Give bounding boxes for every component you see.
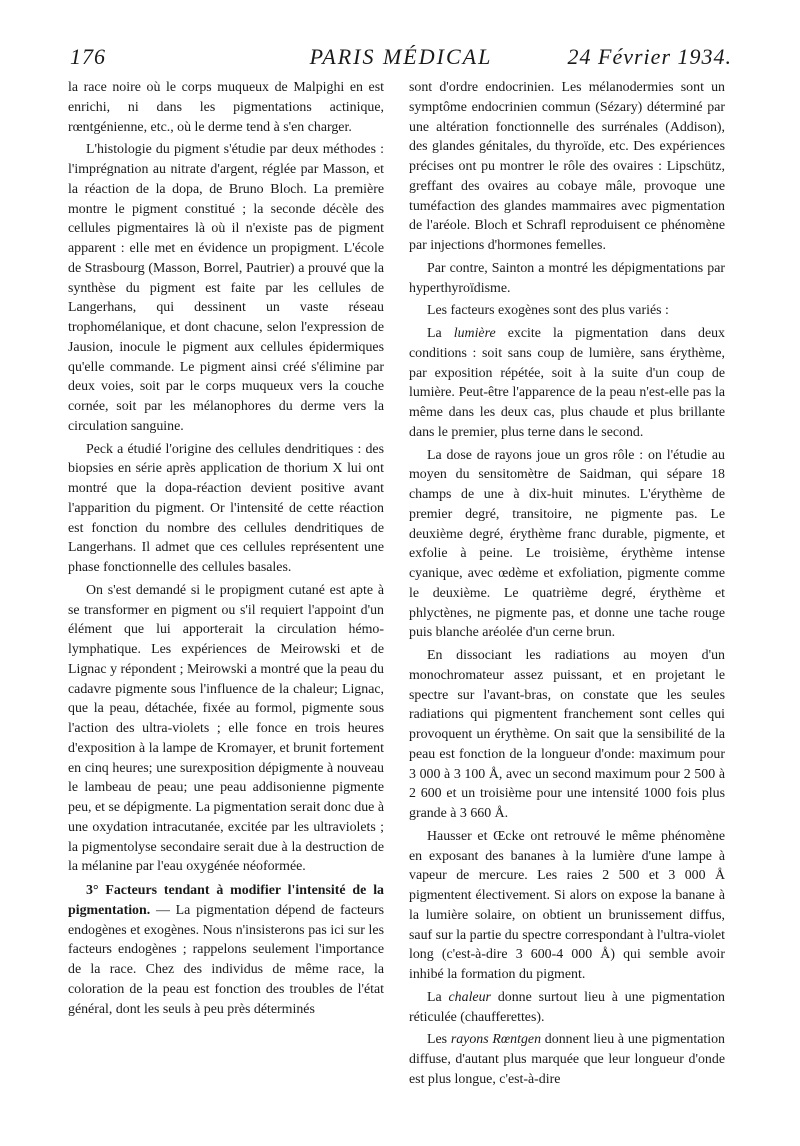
text-run: La (427, 989, 449, 1005)
journal-title: PARIS MÉDICAL (309, 44, 493, 69)
paragraph: On s'est demandé si le propigment cutané est apte à se transformer en pigment ou s'il requiert l'appoint d'un élément que lui apporterait la circulation hémo-lymphatique. Les expériences de Meirowski et de Lignac y répondent ; Meirowski a montré que la peau du cadavre pigmente sous l'influence de la chaleur; Lignac, que la peau, détachée, fixée au formol, pigmente sous l'action des ultra-violets ; elle fonce en trois heures d'exposition à la lampe de Kromayer, et brunit fortement en cinq heures; une surexposition dépigmente à nouveau le lambeau de peau; une peau addisonienne pigmente peu, et se dépigmente. La pigmentation serait donc due à une oxydation intracutanée, excitée par les ultraviolets ; la pigmentolyse secondaire serait due à la destruction de la mélanine par l'eau oxygénée néoformée. (68, 582, 384, 875)
running-header (70, 44, 732, 74)
paragraph: Peck a étudié l'origine des cellules dendritiques : des biopsies en série après application de thorium X lui ont montré que la dopa-réaction devient positive avant l'apparition du pigment. Or l'intensité de cette réaction est fonction du nombre des cellules dendritiques de Langerhans. Il admet que ces cellules représentent une phase fonctionnelle des cellules basales. (68, 441, 384, 575)
section-text: — La pigmentation dépend de facteurs endogènes et exogènes. Nous n'insisterons pas ici sur les facteurs endogènes ; rappelons seulement l'importance de la race. Chez des individus de même race, la coloration de la peau est fonction des troubles de l'état général, dont les seuls à peu près déterminés (68, 902, 384, 1017)
paragraph: Les facteurs exogènes sont des plus variés : (427, 303, 669, 319)
text-run: Les (427, 1032, 451, 1048)
emphasis: lumière (453, 326, 496, 341)
paragraph: sont d'ordre endocrinien. Les mélanodermies sont un symptôme endocrinien commun (Sézary) déterminé par une altération fonctionnelle des surrénales (Addison), des glandes génitales, du thyroïde, etc. Des expériences précises ont pu montrer le rôle des ovaires : Lipschütz, greffant des ovaires au cobaye mâle, provoque une tuméfaction des glandes mammaires avec pigmentation de l'aréole. Bloch et Schrafl reproduisent ce phénomène par injections d'hormones femelles. (409, 80, 725, 253)
text-run: La (427, 326, 454, 341)
issue-date: 24 Février 1934. (567, 44, 732, 69)
page-number: 176 (70, 44, 106, 69)
paragraph (409, 324, 725, 443)
paragraph: Par contre, Sainton a montré les dépigmentations par hyperthyroïdisme. (409, 260, 725, 296)
emphasis: chaleur (448, 989, 491, 1005)
paragraph (409, 1030, 725, 1089)
emphasis: rayons Rœntgen (450, 1032, 542, 1048)
paragraph: Hausser et Œcke ont retrouvé le même phénomène en exposant des bananes à la lumière d'une lampe à vapeur de mercure. Les raies 2 500 et 3 000 Å pigmentent électivement. Si alors on expose la banane à la lumière solaire, on obtient un brunissement diffus, sauf sur la partie du spectre correspondant à l'ultra-violet long (c'est-à-dire 3 600-4 000 Å) qui semble avoir inhibé la formation du pigment. (409, 828, 725, 982)
paragraph (409, 988, 725, 1028)
paragraph: En dissociant les radiations au moyen d'un monochromateur assez puissant, et en projetant le spectre sur l'avant-bras, on constate que les seules radiations qui pigmentent franchement sont celles qui provoquent un érythème. On sait que la sensibilité de la peau est fonction de la longueur d'onde: maximum pour 3 000 à 3 100 Å, avec un second maximum pour 2 500 à 2 600 et un troisième pour une intensité 1000 fois plus grande à 3 660 Å. (409, 648, 725, 821)
left-column (68, 78, 384, 1022)
text-run: excite la pigmentation dans deux conditions : soit sans coup de lumière, sans érythème, par exposition répétée, soit à la suite d'un coup de lumière. Peut-être l'apparence de la peau n'est-elle pas la même dans les deux cas, plus chaude et plus brillante dans le premier, plus terne dans le second. (409, 326, 725, 440)
paragraph: La dose de rayons joue un gros rôle : on l'étudie au moyen du sensitomètre de Saidman, qui sépare 18 champs de une à dix-huit minutes. L'érythème de premier degré, transitoire, ne pigmente pas. Le deuxième degré, érythème franc durable, pigmente, et exfolie à peine. Le troisième, érythème intense cyanique, avec œdème et exfoliation, pigmente comme le deuxième. Le quatrième degré, érythème et phlyctènes, ne pigmente pas, et donne une tache rouge puis blanche aréolée d'un cerne brun. (409, 447, 725, 641)
section-paragraph (68, 881, 384, 1019)
text-run: donnent lieu à une pigmentation diffuse, d'autant plus marquée que leur longueur d'onde est plus longue, c'est-à-dire (409, 1032, 725, 1087)
right-column (409, 78, 725, 1093)
paragraph: L'histologie du pigment s'étudie par deux méthodes : l'imprégnation au nitrate d'argent, réglée par Masson, et la réaction de la dopa, de Bruno Bloch. La première montre le pigment constitué ; la seconde décèle des cellules pigmentaires là où il n'existe pas de pigment apparent : elle met en évidence un propigment. L'école de Strasbourg (Masson, Borrel, Pautrier) a prouvé que la synthèse du pigment est faite par les cellules de Langerhans, qui dessinent un vaste réseau trophomélanique, et dont chacune, selon l'expression de Jausion, inocule le pigment aux cellules épidermiques qu'elle commande. Le pigment ainsi créé s'élimine par deux voies, soit par le corps muqueux vers la couche cornée, soit par les mélanophores du derme vers la circulation sanguine. (68, 142, 384, 434)
section-heading: 3° Facteurs tendant à modifier l'intensité de la pigmentation. (68, 883, 384, 918)
paragraph: la race noire où le corps muqueux de Malpighi en est enrichi, ni dans les pigmentations actinique, rœntgénienne, etc., où le derme tend à s'en charger. (68, 80, 384, 135)
text-run: donne surtout lieu à une pigmentation réticulée (chaufferettes). (409, 989, 726, 1025)
